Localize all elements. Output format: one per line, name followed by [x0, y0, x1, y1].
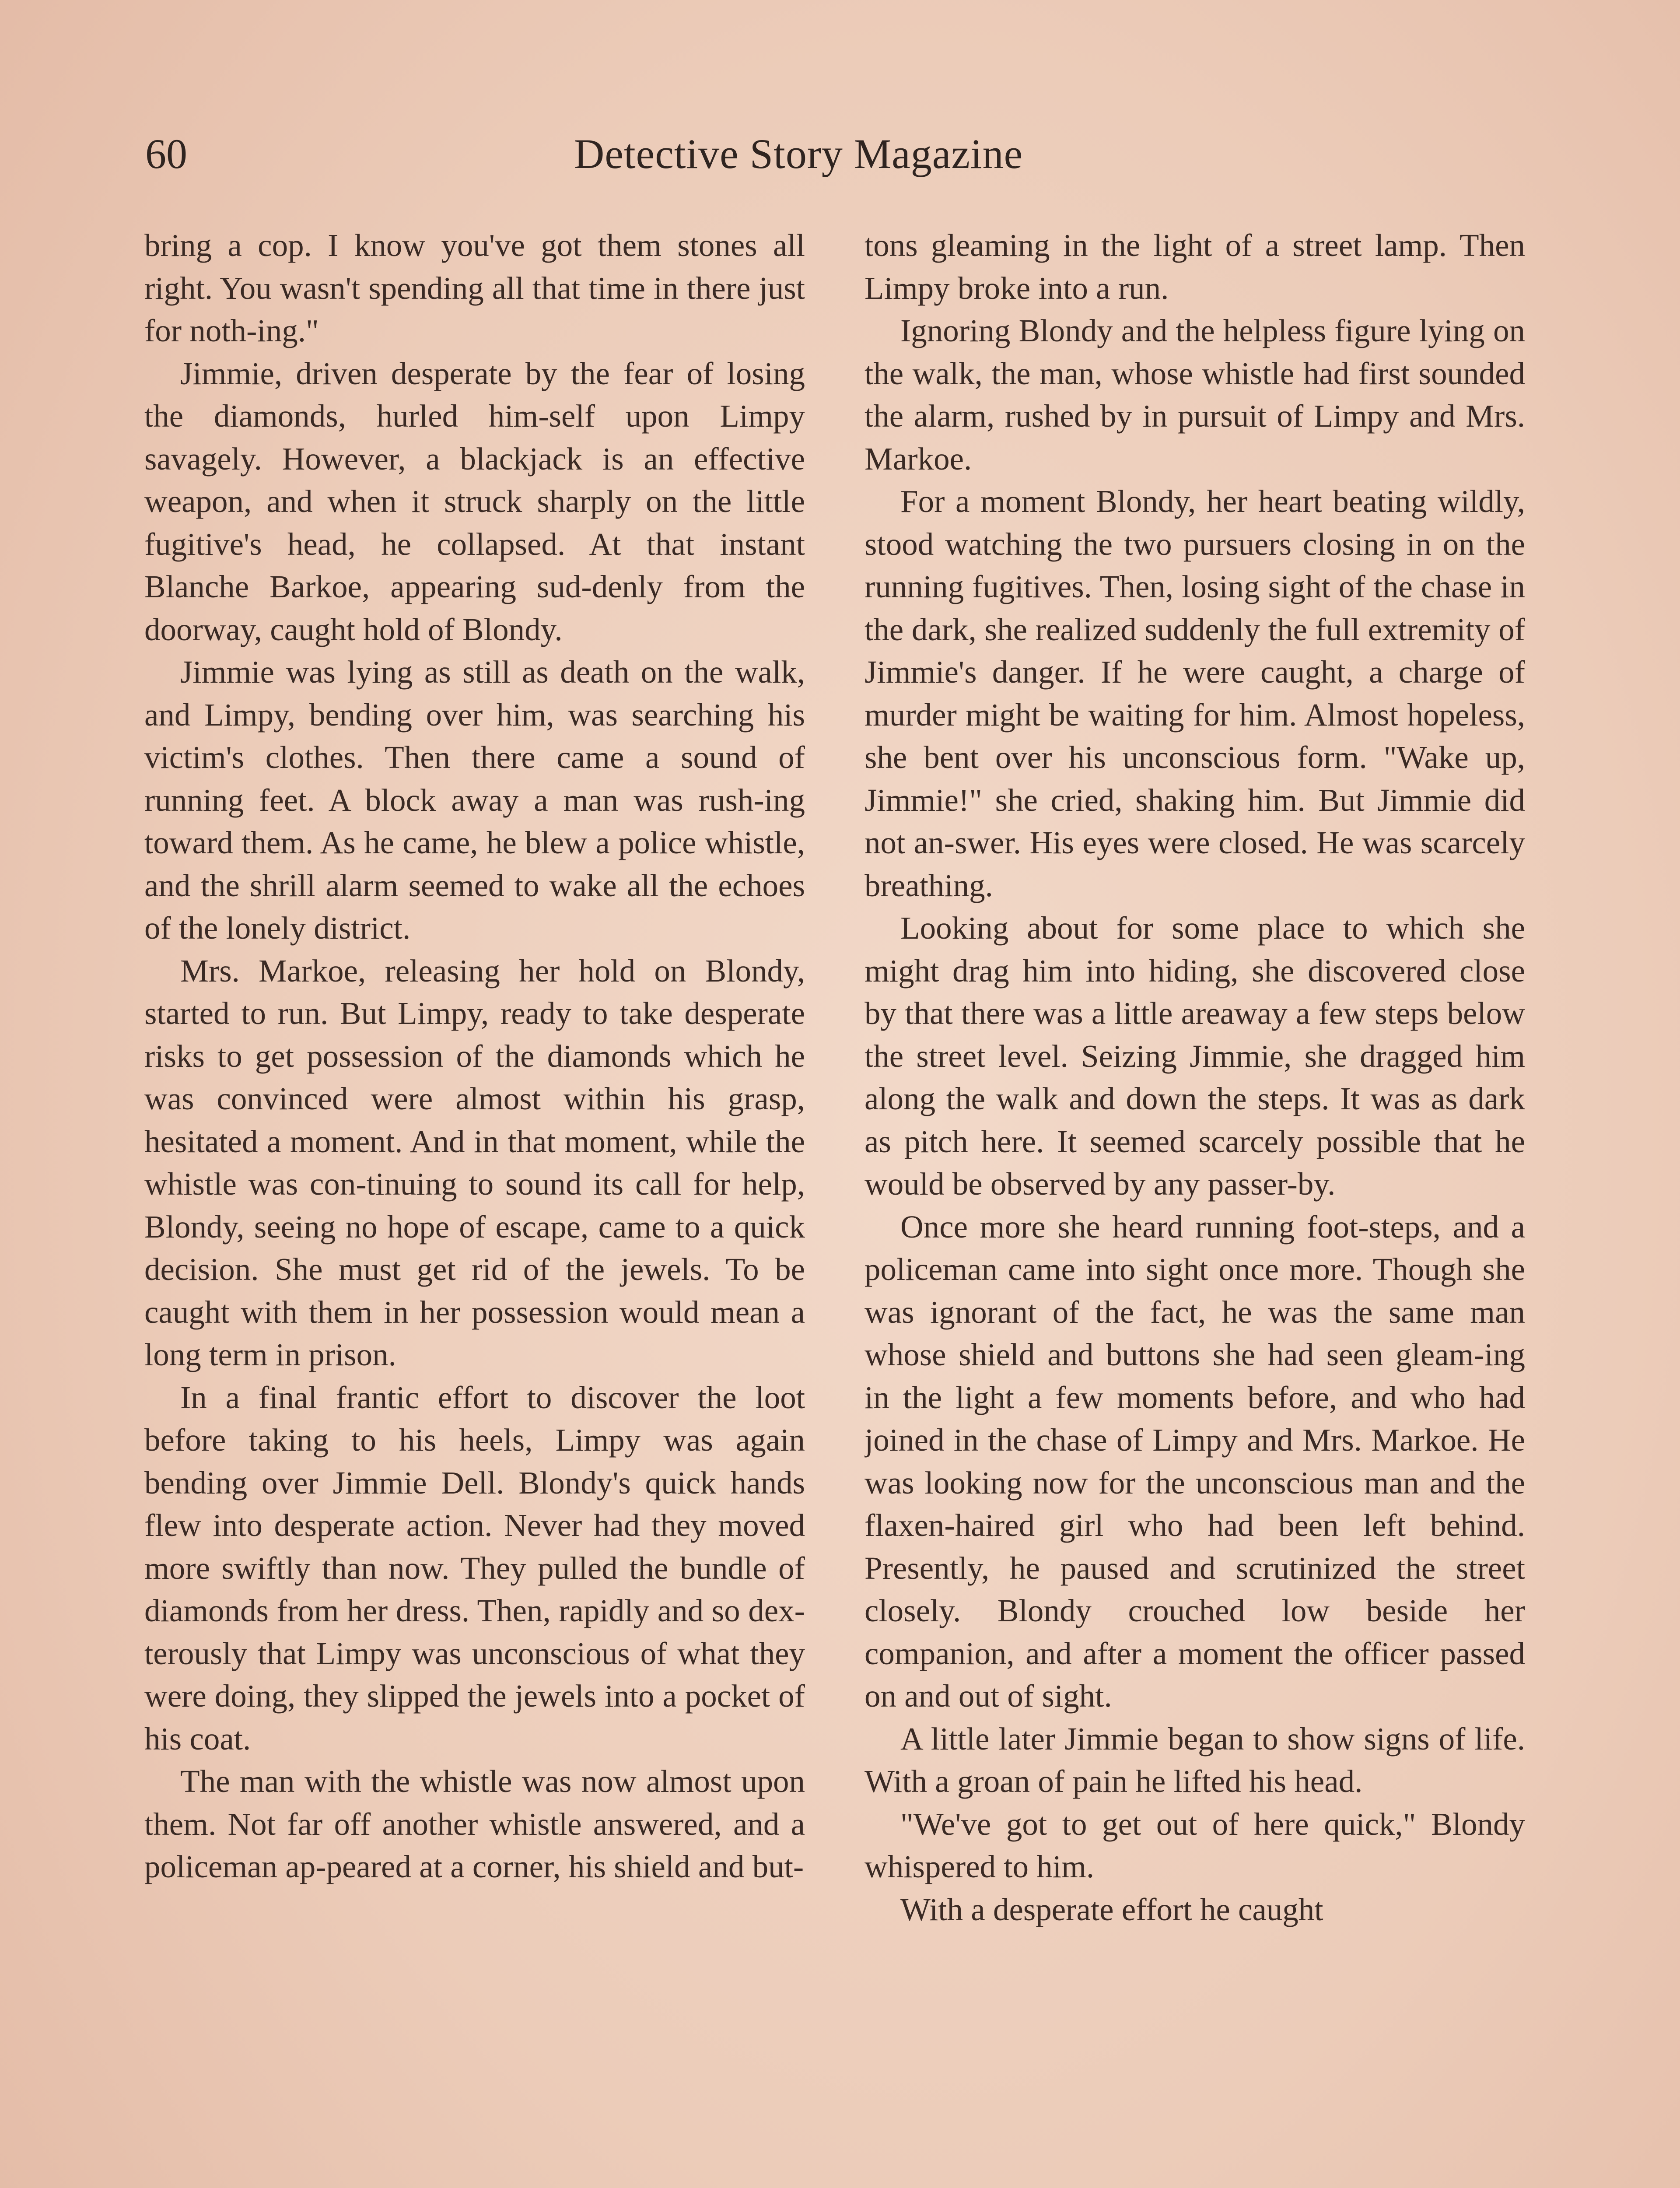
- paragraph: bring a cop. I know you've got them stones all right. You wasn't spending all that time in there just for noth-ing.": [144, 228, 805, 348]
- paragraph: Jimmie, driven desperate by the fear of losing the diamonds, hurled him-self upon Limpy savagely. However, a blackjack is an effective weapon, and when it struck sharply on the little fugitive's head, he collapsed. At that instant Blanche Barkoe, appearing sud-denly from the doorway, caught hold of Blondy.: [144, 355, 805, 647]
- paragraph: Looking about for some place to which she might drag him into hiding, she discovered close by that there was a little areaway a few steps below the street level. Seizing Jimmie, she dragged him along the walk and down the steps. It was as dark as pitch here. It seemed scarcely possible that he would be observed by any passer-by.: [864, 910, 1525, 1202]
- paragraph: Jimmie was lying as still as death on the walk, and Limpy, bending over him, was searching his victim's clothes. Then there came a sound of running feet. A block away a man was rush-ing toward them. As he came, he blew a police whistle, and the shrill alarm seemed to wake all the echoes of the lonely district.: [144, 654, 805, 946]
- paragraph: A little later Jimmie began to show signs of life. With a groan of pain he lifted his head.: [864, 1721, 1525, 1799]
- paragraph: Once more she heard running foot-steps, and a policeman came into sight once more. Though she was ignorant of the fact, he was the same man whose shield and buttons she had seen gleam-ing in the light a few moments before, and who had joined in the chase of Limpy and Mrs. Markoe. He was looking now for the unconscious man and the flaxen-haired girl who had been left behind. Presently, he paused and scrutinized the street closely. Blondy crouched low beside her companion, and after a moment the officer passed on and out of sight.: [864, 1209, 1525, 1714]
- paragraph: Mrs. Markoe, releasing her hold on Blondy, started to run. But Limpy, ready to take desperate risks to get possession of the diamonds which he was convinced were almost within his grasp, hesitated a moment. And in that moment, while the whistle was con-tinuing to sound its call for help, Blondy, seeing no hope of escape, came to a quick decision. She must get rid of the jewels. To be caught with them in her possession would mean a long term in prison.: [144, 953, 805, 1372]
- paragraph: For a moment Blondy, her heart beating wildly, stood watching the two pursuers closing in on the running fugitives. Then, losing sight of the chase in the dark, she realized suddenly the full extremity of Jimmie's danger. If he were caught, a charge of murder might be waiting for him. Almost hopeless, she bent over his unconscious form. "Wake up, Jimmie!" she cried, shaking him. But Jimmie did not an-swer. His eyes were closed. He was scarcely breathing.: [864, 484, 1525, 903]
- paragraph: With a desperate effort he caught: [900, 1891, 1323, 1927]
- running-head: [145, 128, 1536, 189]
- paragraph: tons gleaming in the light of a street lamp. Then Limpy broke into a run.: [864, 228, 1525, 306]
- left-column: [144, 224, 805, 2188]
- paragraph: Ignoring Blondy and the helpless figure lying on the walk, the man, whose whistle had first sounded the alarm, rushed by in pursuit of Limpy and Mrs. Markoe.: [864, 313, 1525, 477]
- paragraph: "We've got to get out of here quick," Blondy whispered to him.: [864, 1806, 1525, 1884]
- paragraph: In a final frantic effort to discover the loot before taking to his heels, Limpy was again bending over Jimmie Dell. Blondy's quick hands flew into desperate action. Never had they moved more swiftly than now. They pulled the bundle of diamonds from her dress. Then, rapidly and so dex-terously that Limpy was unconscious of what they were doing, they slipped the jewels into a pocket of his coat.: [144, 1379, 805, 1757]
- magazine-title: Detective Story Magazine: [574, 130, 1023, 177]
- right-column: [864, 224, 1525, 2188]
- page-number: 60: [145, 130, 187, 177]
- paragraph: The man with the whistle was now almost upon them. Not far off another whistle answered, and a policeman ap-peared at a corner, his shield and but-: [144, 1764, 805, 1884]
